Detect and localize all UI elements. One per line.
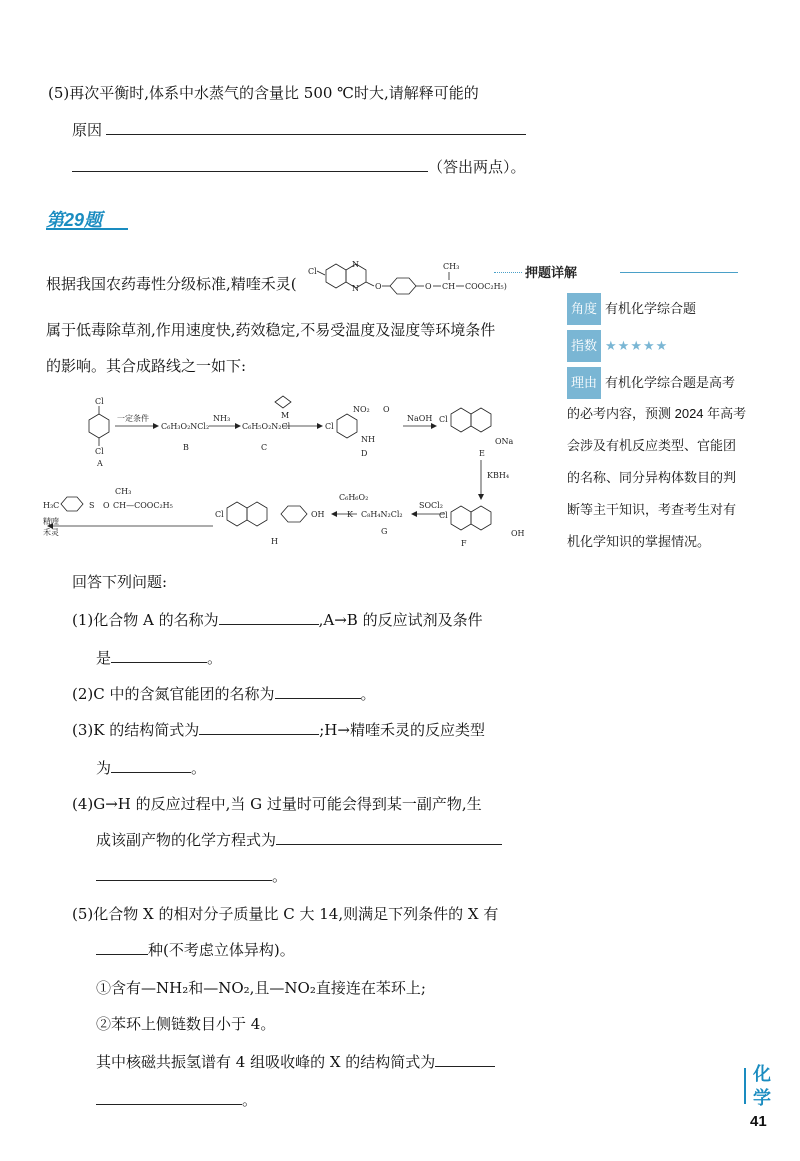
d-label: D bbox=[361, 449, 368, 458]
q3-text-d: 。 bbox=[191, 759, 207, 777]
f-ring-1 bbox=[451, 506, 471, 530]
reason-line-5: 断等主干知识，考查考生对有 bbox=[567, 502, 737, 517]
d-cl: Cl bbox=[325, 422, 334, 431]
prev-q5-suffix: （答出两点）。 bbox=[428, 158, 526, 176]
tosyl-s: S bbox=[89, 501, 95, 510]
tosyl-h3c: H₃C bbox=[43, 501, 60, 510]
g-label: G bbox=[381, 527, 388, 536]
intro-line3: 的影响。其合成路线之一如下: bbox=[46, 357, 247, 375]
q3-text-a: (3)K 的结构简式为 bbox=[72, 721, 200, 739]
product-label-2: 禾灵 bbox=[43, 528, 59, 537]
sidebar-divider-right bbox=[620, 272, 738, 273]
e-ring-1 bbox=[451, 408, 471, 432]
q5-line6 bbox=[96, 1090, 257, 1110]
reason-line-2: 的必考内容，预测 2024 年高考 bbox=[567, 406, 747, 421]
c-formula: C₆H₅O₂N₂Cl bbox=[242, 422, 291, 431]
q3-text-c: 为 bbox=[96, 759, 112, 777]
k-label: K bbox=[347, 510, 353, 519]
arrowhead bbox=[235, 423, 241, 429]
answer-blank[interactable] bbox=[435, 1052, 495, 1067]
m-ring bbox=[275, 396, 291, 408]
d-o: O bbox=[383, 405, 390, 414]
arrowhead bbox=[317, 423, 323, 429]
reason-line-6: 机化学知识的掌握情况。 bbox=[567, 534, 711, 549]
h-cl: Cl bbox=[215, 510, 224, 519]
struct-n-top: N bbox=[352, 260, 359, 269]
star-rating: ★★★★★ bbox=[605, 338, 669, 353]
sidebar-angle bbox=[567, 293, 696, 325]
section-title: 第29题 bbox=[46, 210, 103, 230]
d-ring bbox=[337, 414, 357, 438]
q3-line1 bbox=[72, 720, 485, 740]
q2-text-a: (2)C 中的含氮官能团的名称为 bbox=[72, 685, 275, 703]
q1-line2 bbox=[96, 648, 222, 668]
reagent-naoh: NaOH bbox=[407, 414, 433, 423]
f-oh: OH bbox=[511, 529, 525, 538]
b-label: B bbox=[183, 443, 189, 452]
tosyl-ch3: CH₃ bbox=[115, 487, 132, 496]
b-formula: C₆H₃O₂NCl₂ bbox=[161, 422, 210, 431]
a-label: A bbox=[97, 459, 103, 468]
q5-line5 bbox=[96, 1052, 495, 1072]
answer-blank[interactable] bbox=[219, 610, 319, 625]
arrowhead bbox=[153, 423, 159, 429]
phenyl-ring bbox=[390, 278, 416, 294]
arrowhead bbox=[431, 423, 437, 429]
reason-tag: 理由 bbox=[567, 367, 601, 399]
a-ring bbox=[89, 414, 109, 438]
prev-q5-line3 bbox=[72, 157, 526, 177]
intro-line1: 根据我国农药毒性分级标准,精喹禾灵( bbox=[46, 275, 297, 293]
benzene-ring bbox=[326, 264, 346, 288]
q3-text-b: ;H→精喹禾灵的反应类型 bbox=[319, 721, 485, 739]
subject-label-1: 化 bbox=[753, 1064, 771, 1084]
bond bbox=[366, 282, 374, 286]
intro-line2: 属于低毒除草剂,作用速度快,药效稳定,不易受温度及湿度等环境条件 bbox=[46, 321, 496, 339]
q2-line bbox=[72, 684, 376, 704]
arrowhead bbox=[331, 511, 337, 517]
reagent-socl2: SOCl₂ bbox=[419, 501, 443, 510]
reagent-nh3: NH₃ bbox=[213, 414, 231, 423]
prev-q5-line1: (5)再次平衡时,体系中水蒸气的含量比 500 ℃时大,请解释可能的 bbox=[48, 84, 479, 102]
f-cl: Cl bbox=[439, 511, 448, 520]
answer-blank[interactable] bbox=[72, 157, 428, 172]
struct-ch3: CH₃ bbox=[443, 262, 460, 271]
q1-text-c: 是 bbox=[96, 649, 112, 667]
h-ring-2 bbox=[247, 502, 267, 526]
q4-line2 bbox=[96, 830, 502, 850]
inline-structure-quizalofop bbox=[306, 258, 522, 304]
answer-blank[interactable] bbox=[111, 758, 191, 773]
margin-bar bbox=[744, 1068, 746, 1104]
answer-blank[interactable] bbox=[106, 120, 526, 135]
struct-o2: O bbox=[425, 282, 432, 291]
d-nh: NH bbox=[361, 435, 375, 444]
q5-condition-1: ①含有—NH₂和—NO₂,且—NO₂直接连在苯环上; bbox=[96, 979, 426, 997]
answer-blank[interactable] bbox=[199, 720, 319, 735]
arrowhead bbox=[478, 494, 484, 500]
prev-q5-reason-label: 原因 bbox=[72, 121, 103, 139]
struct-ch: CH bbox=[442, 282, 456, 291]
answer-blank[interactable] bbox=[111, 648, 207, 663]
answer-blank[interactable] bbox=[96, 940, 148, 955]
q5-line2 bbox=[96, 940, 295, 960]
reason-line-4: 的名称、同分异构体数目的判 bbox=[567, 470, 737, 485]
angle-tag: 角度 bbox=[567, 293, 601, 325]
q1-text-a: (1)化合物 A 的名称为 bbox=[72, 611, 219, 629]
q1-text-b: ,A→B 的反应试剂及条件 bbox=[318, 611, 483, 629]
product-label-1: 精喹 bbox=[43, 517, 59, 526]
sidebar-reason bbox=[567, 367, 735, 399]
e-label: E bbox=[479, 449, 485, 458]
q4-text-c: 。 bbox=[272, 867, 288, 885]
answer-blank[interactable] bbox=[276, 830, 502, 845]
q1-line1 bbox=[72, 610, 483, 630]
section-underline bbox=[46, 228, 128, 230]
tosyl-ring bbox=[61, 497, 83, 511]
h-label: H bbox=[271, 537, 278, 546]
q5-text-e: 。 bbox=[242, 1091, 258, 1109]
d-no2: NO₂ bbox=[353, 405, 370, 414]
reason-line-1: 有机化学综合题是高考 bbox=[605, 375, 736, 390]
struct-n-bottom: N bbox=[352, 284, 359, 293]
questions-intro: 回答下列问题: bbox=[72, 573, 168, 591]
page-number: 41 bbox=[750, 1113, 767, 1130]
synthesis-scheme bbox=[43, 390, 555, 560]
g-formula: C₈H₄N₂Cl₂ bbox=[361, 510, 403, 519]
subject-label-2: 学 bbox=[753, 1088, 771, 1108]
bond bbox=[317, 271, 325, 275]
answer-blank[interactable] bbox=[96, 866, 272, 881]
q1-text-d: 。 bbox=[207, 649, 223, 667]
tosyl-o: O bbox=[103, 501, 110, 510]
angle-text: 有机化学综合题 bbox=[605, 301, 697, 316]
f-ring-2 bbox=[471, 506, 491, 530]
q3-line2 bbox=[96, 758, 206, 778]
q5-text-b: 种(不考虑立体异构)。 bbox=[148, 941, 295, 959]
answer-blank[interactable] bbox=[96, 1090, 242, 1105]
reason-line-3: 会涉及有机反应类型、官能团 bbox=[567, 438, 737, 453]
e-ona: ONa bbox=[495, 437, 514, 446]
h-oh: OH bbox=[311, 510, 325, 519]
a-cl-bottom: Cl bbox=[95, 447, 104, 456]
q5-condition-2: ②苯环上侧链数目小于 4。 bbox=[96, 1015, 276, 1033]
h-phenyl bbox=[281, 506, 307, 522]
sidebar-index bbox=[567, 330, 668, 362]
q4-line1: (4)G→H 的反应过程中,当 G 过量时可能会得到某一副产物,生 bbox=[72, 795, 482, 813]
tosyl-ester: CH—COOC₂H₅ bbox=[113, 501, 173, 510]
q4-line3 bbox=[96, 866, 287, 886]
e-ring-2 bbox=[471, 408, 491, 432]
f-label: F bbox=[461, 539, 467, 548]
sidebar-heading: 押题详解 bbox=[525, 265, 578, 280]
a-cl-top: Cl bbox=[95, 397, 104, 406]
struct-ester: COOC₂H₅) bbox=[465, 282, 507, 291]
q4-text-b: 成该副产物的化学方程式为 bbox=[96, 831, 277, 849]
cond-a-b: 一定条件 bbox=[117, 414, 149, 423]
c-label: C bbox=[261, 443, 268, 452]
e-cl: Cl bbox=[439, 415, 448, 424]
q5-text-d: 其中核磁共振氢谱有 4 组吸收峰的 X 的结构简式为 bbox=[96, 1053, 436, 1071]
h-ring-1 bbox=[227, 502, 247, 526]
q5-line1: (5)化合物 X 的相对分子质量比 C 大 14,则满足下列条件的 X 有 bbox=[72, 905, 499, 923]
m-label: M bbox=[281, 411, 290, 420]
struct-o1: O bbox=[375, 282, 382, 291]
prev-q5-line2 bbox=[72, 120, 526, 140]
arrowhead bbox=[411, 511, 417, 517]
index-tag: 指数 bbox=[567, 330, 601, 362]
reagent-c6h6o2: C₆H₆O₂ bbox=[339, 493, 369, 502]
answer-blank[interactable] bbox=[275, 684, 361, 699]
struct-cl: Cl bbox=[308, 267, 317, 276]
reagent-kbh4: KBH₄ bbox=[487, 471, 510, 480]
q2-text-b: 。 bbox=[360, 685, 376, 703]
